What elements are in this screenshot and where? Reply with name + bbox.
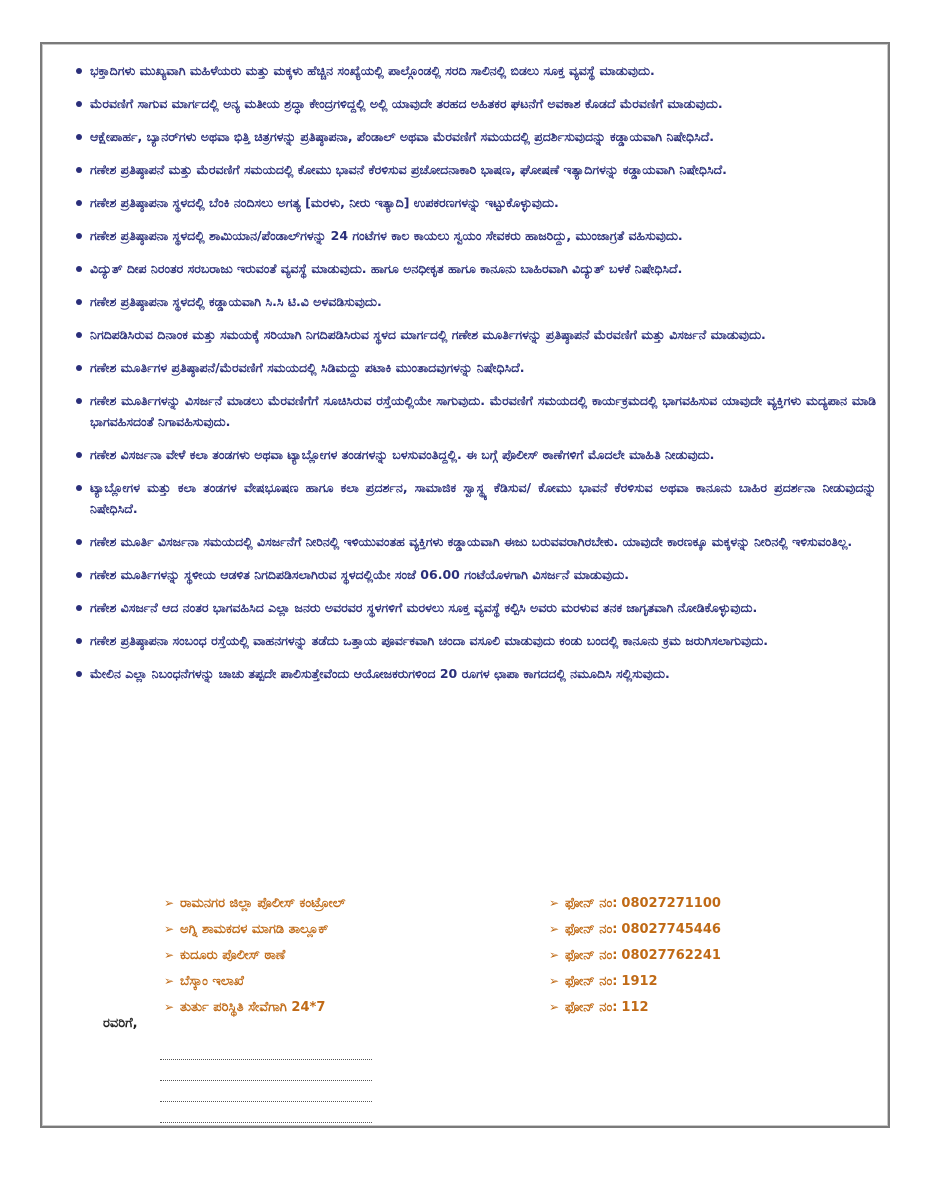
bullet-icon [76,398,82,404]
rule-item [70,390,876,432]
contact-list [164,890,784,1020]
rule-text: ಗಣೇಶ ಮೂರ್ತಿ ವಿಸರ್ಜನಾ ಸಮಯದಲ್ಲಿ ವಿಸರ್ಜನೆಗೆ ನೀರಿನಲ್ಲಿ ಇಳಿಯುವಂತಹ ವ್ಯಕ್ತಿಗಳು ಕಡ್ಡಾಯವಾಗಿ ಈಜು ಬರುವವರಾಗಿರಬೇಕು. ಯಾವುದೇ ಕಾರಣಕ್ಕೂ ಮಕ್ಕಳನ್ನು ನೀರಿನಲ್ಲಿ ಇಳಿಸುವಂತಿಲ್ಲ. [90,534,853,549]
phone-label: ಫೋನ್ ನಂ: [565,999,618,1015]
rule-item [70,258,876,279]
rule-text: ಭಕ್ತಾದಿಗಳು ಮುಖ್ಯವಾಗಿ ಮಹಿಳೆಯರು ಮತ್ತು ಮಕ್ಕಳು ಹೆಚ್ಚಿನ ಸಂಖ್ಯೆಯಲ್ಲಿ ಪಾಲ್ಗೊಂಡಲ್ಲಿ ಸರದಿ ಸಾಲಿನಲ್ಲಿ ಬಿಡಲು ಸೂಕ್ತ ವ್ಯವಸ್ಥೆ ಮಾಡುವುದು. [90,63,655,78]
arrow-bullet-icon: ➢ [164,922,175,936]
rule-text: ಆಕ್ಷೇಪಾರ್ಹ, ಬ್ಯಾನರ್‌ಗಳು ಅಥವಾ ಭಿತ್ತಿ ಚಿತ್ರಗಳನ್ನು ಪ್ರತಿಷ್ಠಾಪನಾ, ಪೆಂಡಾಲ್ ಅಥವಾ ಮೆರವಣಿಗೆ ಸಮಯದಲ್ಲಿ ಪ್ರದರ್ಶಿಸುವುದನ್ನು ಕಡ್ಡಾಯವಾಗಿ ನಿಷೇಧಿಸಿದೆ. [90,129,715,144]
address-line [160,1103,372,1123]
rule-item [70,60,876,81]
rule-text: ಗಣೇಶ ವಿಸರ್ಜನಾ ವೇಳೆ ಕಲಾ ತಂಡಗಳು ಅಥವಾ ಟ್ಯಾಬ್ಲೋಗಳ ತಂಡಗಳನ್ನು ಬಳಸುವಂತಿದ್ದಲ್ಲಿ. ಈ ಬಗ್ಗೆ ಪೊಲೀಸ್ ಠಾಣೆಗಳಿಗೆ ಮೊದಲೇ ಮಾಹಿತಿ ನೀಡುವುದು. [90,447,715,462]
rule-text: ಗಣೇಶ ಪ್ರತಿಷ್ಠಾಪನಾ ಸಂಬಂಧ ರಸ್ತೆಯಲ್ಲಿ ವಾಹನಗಳನ್ನು ತಡೆದು ಒತ್ತಾಯ ಪೂರ್ವಕವಾಗಿ ಚಂದಾ ವಸೂಲಿ ಮಾಡುವುದು ಕಂಡು ಬಂದಲ್ಲಿ ಕಾನೂನು ಕ್ರಮ ಜರುಗಿಸಲಾಗುವುದು. [90,633,768,648]
phone-label: ಫೋನ್ ನಂ: [565,895,618,911]
phone-number: 112 [621,999,649,1015]
rule-text: ನಿಗದಿಪಡಿಸಿರುವ ದಿನಾಂಕ ಮತ್ತು ಸಮಯಕ್ಕೆ ಸರಿಯಾಗಿ ನಿಗದಿಪಡಿಸಿರುವ ಸ್ಥಳದ ಮಾರ್ಗದಲ್ಲಿ ಗಣೇಶ ಮೂರ್ತಿಗಳನ್ನು ಪ್ರತಿಷ್ಠಾಪನೆ ಮೆರವಣಿಗೆ ಮತ್ತು ವಿಸರ್ಜನೆ ಮಾಡುವುದು. [90,327,766,342]
rule-item [70,663,876,684]
arrow-bullet-icon: ➢ [164,896,175,910]
rule-item [70,126,876,147]
rule-item [70,291,876,312]
arrow-bullet-icon: ➢ [549,896,560,910]
rule-item [70,159,876,180]
bullet-icon [76,266,82,272]
contact-row [164,890,784,916]
rule-text: ಟ್ಯಾಬ್ಲೋಗಳ ಮತ್ತು ಕಲಾ ತಂಡಗಳ ವೇಷಭೂಷಣ ಹಾಗೂ ಕಲಾ ಪ್ರದರ್ಶನ, ಸಾಮಾಜಿಕ ಸ್ವಾಸ್ಥ್ಯ ಕೆಡಿಸುವ/ ಕೋಮು ಭಾವನೆ ಕೆರಳಿಸುವ ಅಥವಾ ಕಾನೂನು ಬಾಹಿರ ಪ್ರದರ್ಶನಾ ನೀಡುವುದನ್ನು ನಿಷೇಧಿಸಿದೆ. [90,480,876,516]
rule-text: ವಿದ್ಯುತ್ ದೀಪ ನಿರಂತರ ಸರಬರಾಜು ಇರುವಂತೆ ವ್ಯವಸ್ಥೆ ಮಾಡುವುದು. ಹಾಗೂ ಅನಧೀಕೃತ ಹಾಗೂ ಕಾನೂನು ಬಾಹಿರವಾಗಿ ವಿದ್ಯುತ್ ಬಳಕೆ ನಿಷೇಧಿಸಿದೆ. [90,261,683,276]
arrow-bullet-icon: ➢ [549,974,560,988]
bullet-icon [76,605,82,611]
rule-item [70,324,876,345]
rule-item [70,597,876,618]
arrow-bullet-icon: ➢ [164,974,175,988]
bullet-icon [76,200,82,206]
phone-number: 08027745446 [621,921,721,937]
contact-row [164,942,784,968]
rule-text: ಗಣೇಶ ಮೂರ್ತಿಗಳನ್ನು ವಿಸರ್ಜನೆ ಮಾಡಲು ಮೆರವಣಿಗೆಗೆ ಸೂಚಿಸಿರುವ ರಸ್ತೆಯಲ್ಲಿಯೇ ಸಾಗುವುದು. ಮೆರವಣಿಗೆ ಸಮಯದಲ್ಲಿ ಕಾರ್ಯಕ್ರಮದಲ್ಲಿ ಭಾಗವಹಿಸುವ ಯಾವುದೇ ವ್ಯಕ್ತಿಗಳು ಮದ್ಯಪಾನ ಮಾಡಿ ಭಾಗವಹಿಸದಂತೆ ನಿಗಾವಹಿಸುವುದು. [90,393,876,429]
rule-item [70,630,876,651]
addressee-label: ರವರಿಗೆ, [103,1016,138,1031]
contact-name: ಅಗ್ನಿ ಶಾಮಕದಳ ಮಾಗಡಿ ತಾಲ್ಲೂಕ್ [180,921,329,937]
rules-list [70,60,876,696]
rule-text: ಗಣೇಶ ಮೂರ್ತಿಗಳ ಪ್ರತಿಷ್ಠಾಪನೆ/ಮೆರವಣಿಗೆ ಸಮಯದಲ್ಲಿ ಸಿಡಿಮದ್ದು ಪಟಾಕಿ ಮುಂತಾದವುಗಳನ್ನು ನಿಷೇಧಿಸಿದೆ. [90,360,525,375]
phone-number: 08027271100 [621,895,721,911]
address-line [160,1040,372,1060]
bullet-icon [76,638,82,644]
rule-item [70,477,876,519]
arrow-bullet-icon: ➢ [549,922,560,936]
rule-item [70,444,876,465]
address-line [160,1082,372,1102]
bullet-icon [76,134,82,140]
bullet-icon [76,167,82,173]
phone-number: 1912 [621,973,658,989]
bullet-icon [76,101,82,107]
bullet-icon [76,485,82,491]
address-lines [160,1040,372,1124]
arrow-bullet-icon: ➢ [549,1000,560,1014]
bullet-icon [76,332,82,338]
rule-item [70,192,876,213]
bullet-icon [76,671,82,677]
rule-text: ಗಣೇಶ ಪ್ರತಿಷ್ಠಾಪನೆ ಮತ್ತು ಮೆರವಣಿಗೆ ಸಮಯದಲ್ಲಿ ಕೋಮು ಭಾವನೆ ಕೆರಳಿಸುವ ಪ್ರಚೋದನಾಕಾರಿ ಭಾಷಣ, ಘೋಷಣೆ ಇತ್ಯಾದಿಗಳನ್ನು ಕಡ್ಡಾಯವಾಗಿ ನಿಷೇಧಿಸಿದೆ. [90,162,727,177]
rule-item [70,93,876,114]
phone-label: ಫೋನ್ ನಂ: [565,921,618,937]
rule-text: ಗಣೇಶ ಪ್ರತಿಷ್ಠಾಪನಾ ಸ್ಥಳದಲ್ಲಿ ಬೆಂಕಿ ನಂದಿಸಲು ಅಗತ್ಯ [ಮರಳು, ನೀರು ಇತ್ಯಾದಿ] ಉಪಕರಣಗಳನ್ನು ಇಟ್ಟುಕೊಳ್ಳುವುದು. [90,195,559,210]
contact-name: ಕುದೂರು ಪೊಲೀಸ್ ಠಾಣೆ [180,947,286,963]
rule-item [70,357,876,378]
phone-label: ಫೋನ್ ನಂ: [565,947,618,963]
rule-text: ಗಣೇಶ ವಿಸರ್ಜನೆ ಆದ ನಂತರ ಭಾಗವಹಿಸಿದ ಎಲ್ಲಾ ಜನರು ಅವರವರ ಸ್ಥಳಗಳಿಗೆ ಮರಳಲು ಸೂಕ್ತ ವ್ಯವಸ್ಥೆ ಕಲ್ಪಿಸಿ ಅವರು ಮರಳುವ ತನಕ ಜಾಗೃತವಾಗಿ ನೋಡಿಕೊಳ್ಳುವುದು. [90,600,758,615]
phone-number: 08027762241 [621,947,721,963]
phone-label: ಫೋನ್ ನಂ: [565,973,618,989]
rule-text: ಗಣೇಶ ಮೂರ್ತಿಗಳನ್ನು ಸ್ಥಳೀಯ ಆಡಳಿತ ನಿಗದಿಪಡಿಸಲಾಗಿರುವ ಸ್ಥಳದಲ್ಲಿಯೇ ಸಂಜೆ 06.00 ಗಂಟೆಯೊಳಗಾಗಿ ವಿಸರ್ಜನೆ ಮಾಡುವುದು. [90,567,629,582]
contact-name: ಬೆಸ್ಕಾಂ ಇಲಾಖೆ [180,973,244,989]
arrow-bullet-icon: ➢ [164,948,175,962]
address-line [160,1061,372,1081]
bullet-icon [76,452,82,458]
bullet-icon [76,539,82,545]
contact-row [164,994,784,1020]
contact-row [164,968,784,994]
rule-text: ಗಣೇಶ ಪ್ರತಿಷ್ಠಾಪನಾ ಸ್ಥಳದಲ್ಲಿ ಕಡ್ಡಾಯವಾಗಿ ಸಿ.ಸಿ ಟಿ.ವಿ ಅಳವಡಿಸುವುದು. [90,294,382,309]
arrow-bullet-icon: ➢ [164,1000,175,1014]
rule-item [70,564,876,585]
bullet-icon [76,233,82,239]
rule-text: ಮೆರವಣಿಗೆ ಸಾಗುವ ಮಾರ್ಗದಲ್ಲಿ ಅನ್ಯ ಮತೀಯ ಶ್ರದ್ಧಾ ಕೇಂದ್ರಗಳಿದ್ದಲ್ಲಿ ಅಲ್ಲಿ ಯಾವುದೇ ತರಹದ ಅಹಿತಕರ ಘಟನೆಗೆ ಅವಕಾಶ ಕೊಡದೆ ಮೆರವಣಿಗೆ ಮಾಡುವುದು. [90,96,723,111]
bullet-icon [76,68,82,74]
bullet-icon [76,572,82,578]
rule-item [70,531,876,552]
contact-name: ತುರ್ತು ಪರಿಸ್ಥಿತಿ ಸೇವೆಗಾಗಿ 24*7 [180,999,326,1015]
bullet-icon [76,365,82,371]
rule-item [70,225,876,246]
bullet-icon [76,299,82,305]
rule-text: ಗಣೇಶ ಪ್ರತಿಷ್ಠಾಪನಾ ಸ್ಥಳದಲ್ಲಿ ಶಾಮಿಯಾನ/ಪೆಂಡಾಲ್‌ಗಳನ್ನು 24 ಗಂಟೆಗಳ ಕಾಲ ಕಾಯಲು ಸ್ವಯಂ ಸೇವಕರು ಹಾಜರಿದ್ದು, ಮುಂಜಾಗ್ರತೆ ವಹಿಸುವುದು. [90,228,683,243]
rule-text: ಮೇಲಿನ ಎಲ್ಲಾ ನಿಬಂಧನೆಗಳನ್ನು ಚಾಚು ತಪ್ಪದೇ ಪಾಲಿಸುತ್ತೇವೆಂದು ಆಯೋಜಕರುಗಳಿಂದ 20 ರೂಗಳ ಛಾಪಾ ಕಾಗದದಲ್ಲಿ ನಮೂದಿಸಿ ಸಲ್ಲಿಸುವುದು. [90,666,670,681]
arrow-bullet-icon: ➢ [549,948,560,962]
contact-row [164,916,784,942]
contact-name: ರಾಮನಗರ ಜಿಲ್ಲಾ ಪೊಲೀಸ್ ಕಂಟ್ರೋಲ್ [180,895,346,911]
